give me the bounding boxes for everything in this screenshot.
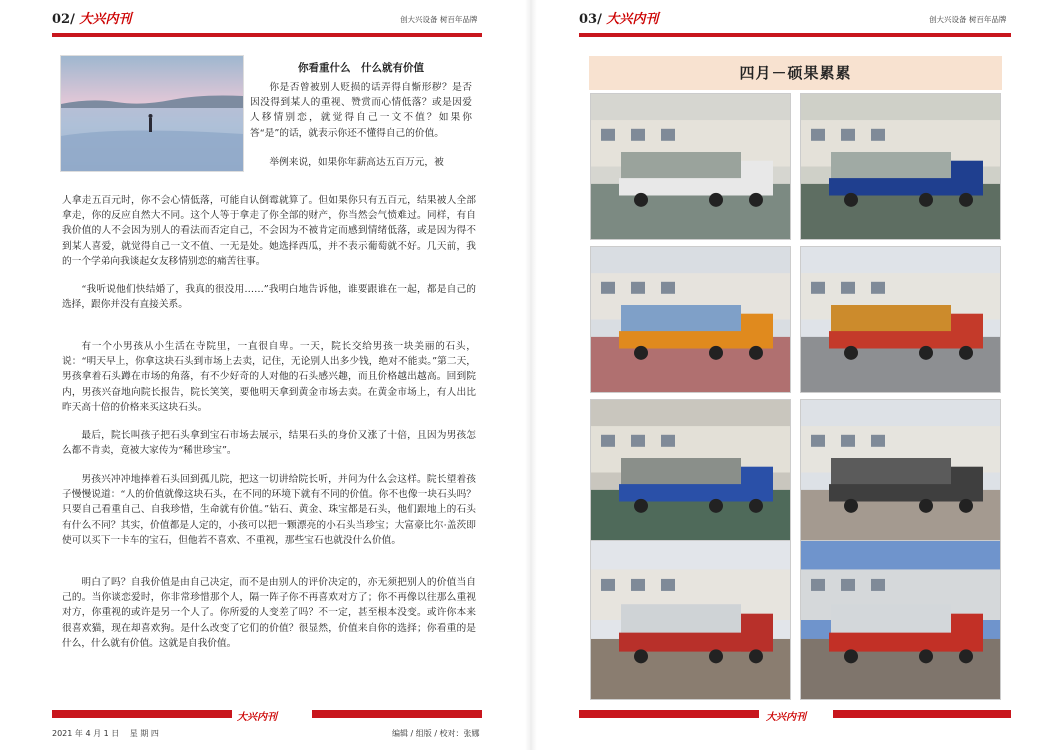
- forklift-loading-photo: [590, 246, 791, 393]
- article-paragraph: 最后，院长叫孩子把石头拿到宝石市场去展示，结果石头的身价又涨了十倍，且因为男孩怎么都不肯卖，竟被大家传为“稀世珍宝”。: [62, 430, 476, 457]
- header-rule: [579, 33, 1011, 37]
- month-banner: 四月－硕果累累: [589, 56, 1002, 90]
- footer-date: 2021 年 4 月 1 日 星 期 四: [52, 729, 159, 738]
- article-title: 你看重什么 什么就有价值: [298, 62, 424, 74]
- header-rule: [52, 33, 482, 37]
- article-paragraph: “我听说他们快结婚了，我真的很没用……”我明白地告诉他，谁要跟谁在一起，都是自己的选择，跟你并没有直接关系。: [62, 284, 476, 311]
- footer-editor: 编辑 / 组版 / 校对：张娜: [392, 729, 480, 738]
- footer-bar: [52, 710, 232, 718]
- article-paragraph: 你是否曾被别人贬损的话弄得自惭形秽？是否因没得到某人的重视、赞赏而心情低落？或是因爱人移情别恋，就觉得自己一文不值？如果你答“是”的话，就表示你还不懂得自己的价值。: [250, 82, 472, 139]
- blue-truck-workshop-photo: [800, 93, 1001, 240]
- page-number: 03/: [579, 12, 602, 27]
- footer-brand: 大兴内刊: [766, 712, 806, 723]
- caged-truck-photo: [800, 399, 1001, 546]
- footer-bar: [579, 710, 759, 718]
- magazine-brand: 大兴内刊: [606, 12, 659, 27]
- article-paragraph: 举例来说，如果你年薪高达五百万元，被: [269, 157, 444, 168]
- page-header-right: [579, 8, 658, 27]
- seaside-photo: [60, 55, 244, 172]
- footer-bar: [833, 710, 1011, 718]
- crane-blue-truck-photo: [590, 399, 791, 546]
- article-paragraph: 男孩兴冲冲地捧着石头回到孤儿院，把这一切讲给院长听，并问为什么会这样。院长望着孩子慢慢说道：“人的价值就像这块石头，在不同的环境下就有不同的价值。你不也像一块石头吗？只要自己看重自己、自我珍惜，生命就有价值。”钻石、黄金、珠宝都是石头，他们跟地上的石头有什么不同？其实，价值都是人定的，小孩可以把一颗漂亮的小石头当珍宝；大富豪比尔·盖茨即使可以买下一卡车的宝石，但他若不喜欢、不重视，那些宝石也就没什么价值。: [62, 474, 476, 546]
- magazine-brand: 大兴内刊: [79, 12, 132, 27]
- article-paragraph: 有一个小男孩从小生活在寺院里，一直很自卑。一天，院长交给男孩一块美丽的石头，说：“明天早上，你拿这块石头到市场上去卖，记住，无论别人出多少钱，绝对不能卖。”第二天，男孩拿着石头蹲在市场的角落，有不少好奇的人对他的石头感兴趣，而且价格越出越高。回到院内，男孩兴奋地向院长报告，院长笑笑，要他明天拿到黄金市场去卖。在黄金市场上，有人出比昨天高十倍的价格来买这块石头。: [62, 341, 476, 413]
- header-slogan: 创大兴设备 树百年品牌: [929, 15, 1007, 24]
- page-number: 02/: [52, 12, 75, 27]
- left-page: [0, 0, 530, 750]
- right-page: [531, 0, 1061, 750]
- loaded-flatbed-photo: [590, 540, 791, 700]
- red-truck-forklift-photo: [800, 246, 1001, 393]
- red-truck-flatbed-photo: [800, 540, 1001, 700]
- article-paragraph: 人拿走五百元时，你不会心情低落，可能自认倒霉就算了。但如果你只有五百元，结果被人全部拿走，你的反应自然大不同。这个人等于拿走了你全部的财产，你当然会气愤难过。同样，有自我价值的人不会因为别人的看法而否定自己，不会因为不被肯定而感到情绪低落，或是因为得不到某人喜爱，就觉得自己一文不值、一无是处。她选择西瓜，并不表示葡萄就不好。几天前，我的一个学弟向我谈起女友移情别恋的痛苦往事。: [62, 195, 476, 267]
- article-paragraph: 明白了吗？自我价值是由自己决定，而不是由别人的评价决定的，亦无须把别人的价值当自己的。当你谈恋爱时，你非常珍惜那个人，隔一阵子你不再喜欢对方了；你不再像以往那么重视对方，你重视的或许是另一个人了。你所爱的人变差了吗？不一定，甚至根本没变。或许你本来很喜欢猫，现在却喜欢狗。是什么改变了它们的价值？很显然，价值来自你的选择；你看重的是什么，什么就有价值。这就是自我价值。: [62, 577, 476, 649]
- footer-brand: 大兴内刊: [237, 712, 277, 723]
- header-slogan: 创大兴设备 树百年品牌: [400, 15, 478, 24]
- pickup-truck-loading-photo: [590, 93, 791, 240]
- page-header-left: [52, 8, 131, 27]
- footer-bar: [312, 710, 482, 718]
